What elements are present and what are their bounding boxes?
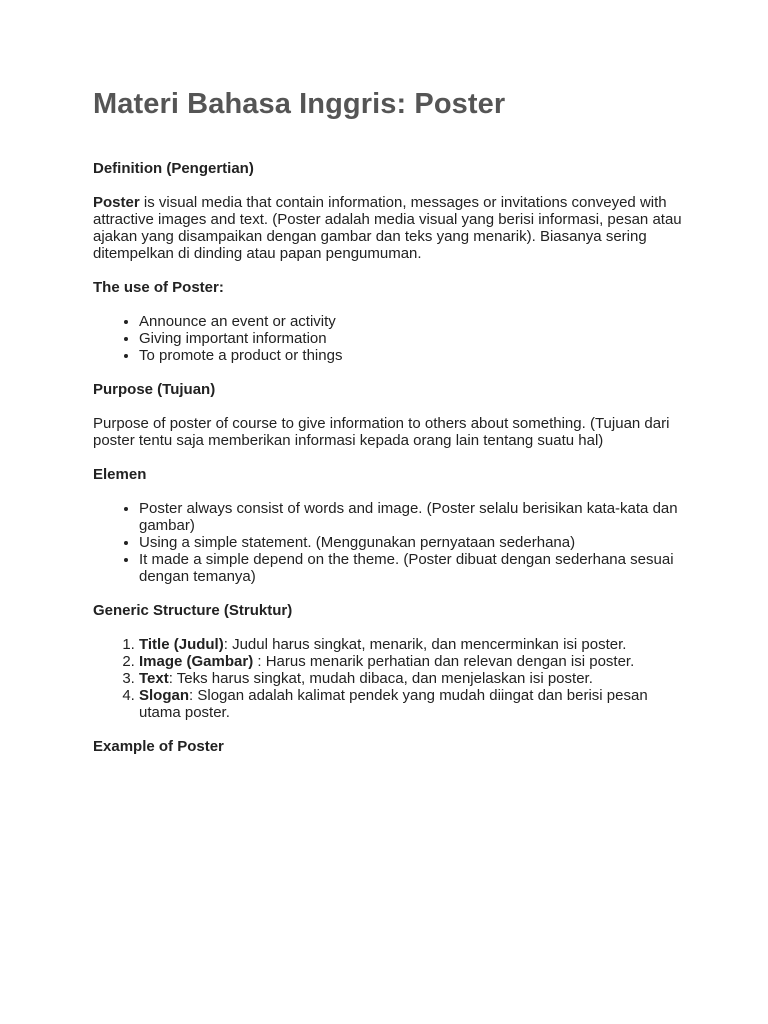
structure-term: Slogan xyxy=(139,687,190,704)
structure-text: : Teks harus singkat, mudah dibaca, dan menjelaskan isi poster. xyxy=(168,670,593,687)
list-item xyxy=(139,636,693,653)
definition-heading: Definition (Pengertian) xyxy=(93,160,254,177)
structure-list xyxy=(93,636,693,721)
list-item xyxy=(139,670,693,687)
list-item: • Announce an event or activity xyxy=(139,313,693,330)
list-item: • Poster always consist of words and image. (Poster selalu berisikan kata-kata dan gambar) xyxy=(139,500,693,534)
structure-heading: Generic Structure (Struktur) xyxy=(93,602,293,619)
list-item xyxy=(139,687,693,721)
list-item: • Giving important information xyxy=(139,330,693,347)
elemen-list xyxy=(93,500,693,585)
definition-paragraph xyxy=(93,194,693,262)
use-list xyxy=(93,313,693,364)
definition-text: is visual media that contain information, messages or invitations conveyed with attractive images and text. (Poster adalah media visual yang berisi informasi, pesan atau ajakan yang disampaikan dengan gambar dan teks yang menarik). Biasanya sering ditempelkan di dinding atau papan pengumuman. xyxy=(93,194,682,262)
page-title: Materi Bahasa Inggris: Poster xyxy=(93,88,506,120)
structure-text: : Judul harus singkat, menarik, dan mencerminkan isi poster. xyxy=(223,636,627,653)
structure-term: Text xyxy=(139,670,169,687)
example-heading: Example of Poster xyxy=(93,738,224,755)
purpose-paragraph: Purpose of poster of course to give information to others about something. (Tujuan dari poster tentu saja memberikan informasi kepada orang lain tentang suatu hal) xyxy=(93,415,670,449)
list-item xyxy=(139,653,693,670)
definition-term: Poster xyxy=(93,194,140,211)
structure-term: Image (Gambar) xyxy=(139,653,254,670)
use-heading: The use of Poster: xyxy=(93,279,224,296)
list-item: • To promote a product or things xyxy=(139,347,693,364)
structure-text: : Harus menarik perhatian dan relevan dengan isi poster. xyxy=(253,653,635,670)
document-page xyxy=(93,85,693,772)
structure-term: Title (Judul) xyxy=(139,636,224,653)
list-item: • Using a simple statement. (Menggunakan pernyataan sederhana) xyxy=(139,534,693,551)
purpose-heading: Purpose (Tujuan) xyxy=(93,381,216,398)
structure-text: : Slogan adalah kalimat pendek yang mudah diingat dan berisi pesan utama poster. xyxy=(139,687,648,721)
list-item: • It made a simple depend on the theme. (Poster dibuat dengan sederhana sesuai dengan temanya) xyxy=(139,551,693,585)
elemen-heading: Elemen xyxy=(93,466,147,483)
